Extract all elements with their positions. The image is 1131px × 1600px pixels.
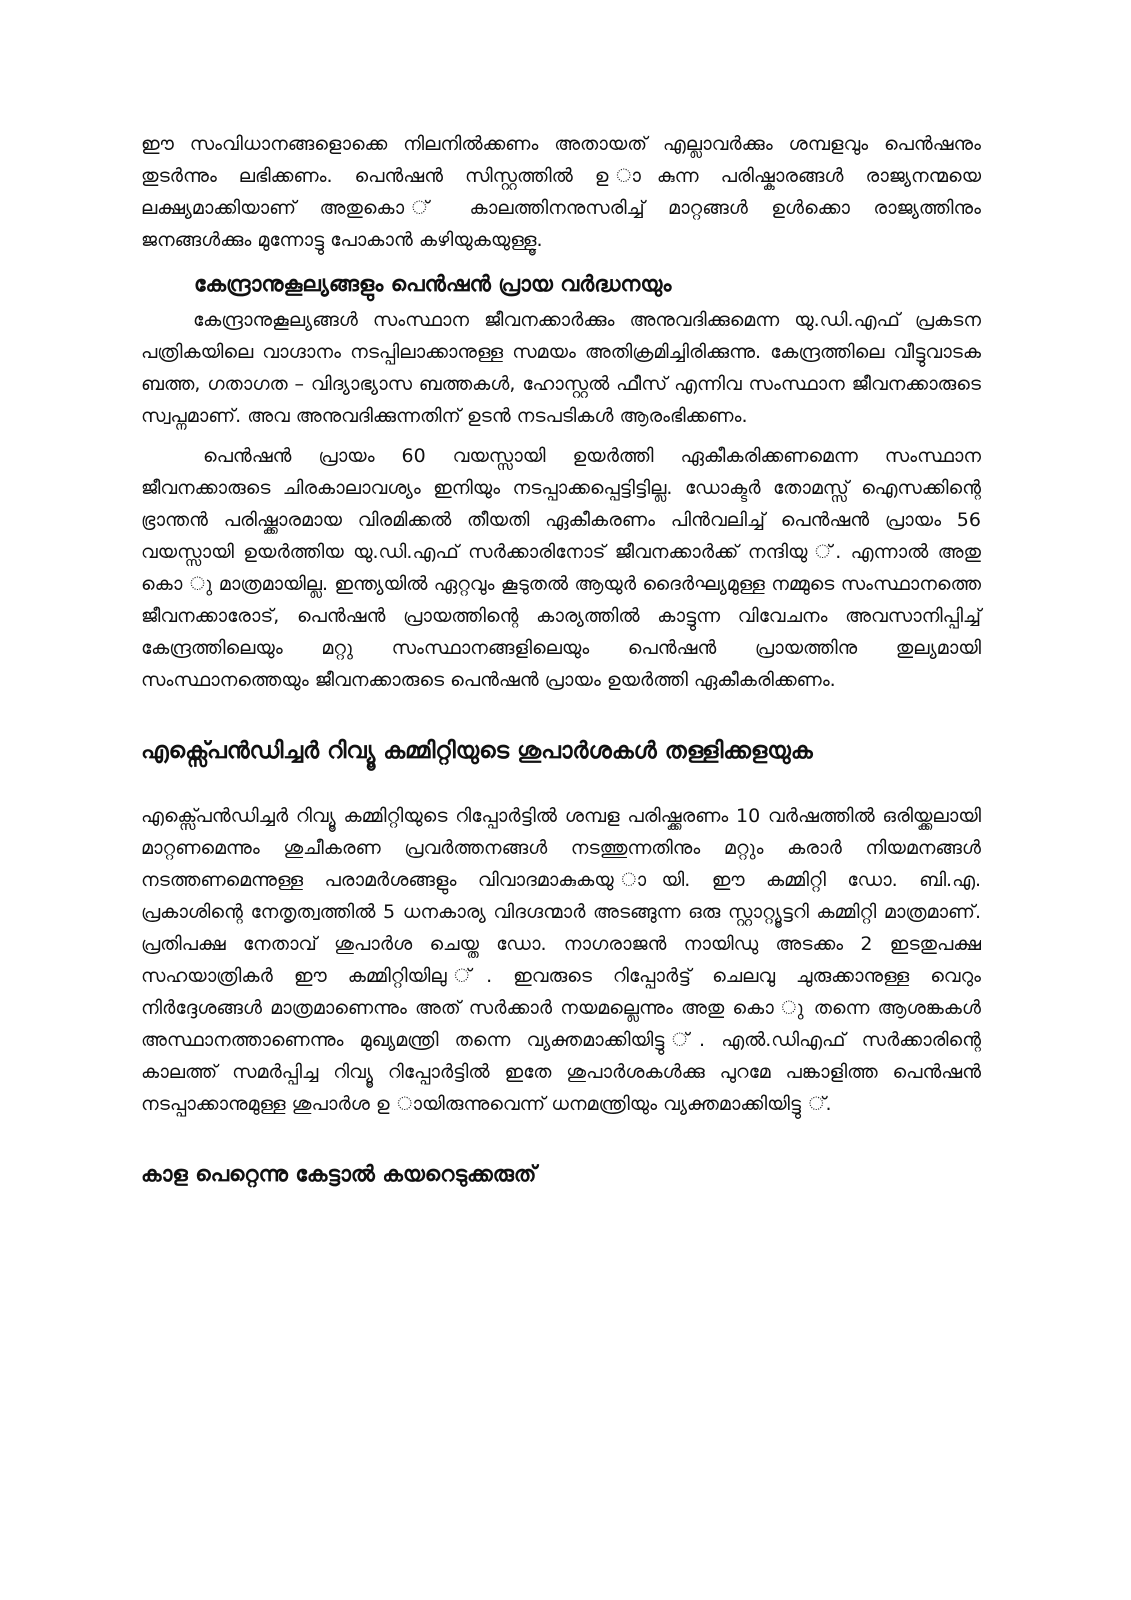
pension-age-paragraph: പെൻഷൻ പ്രായം 60 വയസ്സായി ഉയർത്തി ഏകീകരിക്കണമെന്ന സംസ്ഥാന ജീവനക്കാരുടെ ചിരകാലാവശ്യം ഇനിയും നടപ്പാക്കപ്പെട്ടിട്ടില്ല. ഡോക്ടർ തോമസ്സ് ഐസക്കിന്റെ ഭ്രാന്തൻ പരിഷ്ക്കാരമായ വിരമിക്കൽ തീയതി ഏകീകരണം പിൻവലിച്ച് പെൻഷൻ പ്രായം 56 വയസ്സായി ഉയർത്തിയ യു.ഡി.എഫ് സർക്കാരിനോട് ജീവനക്കാർക്ക് നന്ദിയു ്. എന്നാൽ അതു കൊ ു മാത്രമായില്ല. ഇന്ത്യയിൽ ഏറ്റവും കൂടുതൽ ആയുർ ദൈർഘ്യമുള്ള നമ്മുടെ സംസ്ഥാനത്തെ ജീവനക്കാരോട്, പെൻഷൻ പ്രായത്തിന്റെ കാര്യത്തിൽ കാട്ടുന്ന വിവേചനം അവസാനിപ്പിച്ച് കേന്ദ്രത്തിലെയും മറ്റു സംസ്ഥാനങ്ങളിലെയും പെൻഷൻ പ്രായത്തിനു തുല്യമായി സംസ്ഥാനത്തെയും ജീവനക്കാരുടെ പെൻഷൻ പ്രായം ഉയർത്തി ഏകീകരിക്കണം. [141,445,981,691]
expenditure-review-paragraph: എക്സ്പെൻഡിച്ചർ റിവ്യൂ കമ്മിറ്റിയുടെ റിപ്പോർട്ടിൽ ശമ്പള പരിഷ്ക്കരണം 10 വർഷത്തിൽ ഒരിയ്ക്കലായി മാറ്റണമെന്നും ശുചീകരണ പ്രവർത്തനങ്ങൾ നടത്തുന്നതിനും മറ്റും കരാർ നിയമനങ്ങൾ നടത്തണമെന്നുള്ള പരാമർശങ്ങളും വിവാദമാകുകയു ായി. ഈ കമ്മിറ്റി ഡോ. ബി.എ. പ്രകാശിന്റെ നേതൃത്വത്തിൽ 5 ധനകാര്യ വിദഗ്ദന്മാർ അടങ്ങുന്ന ഒരു സ്റ്റാറ്റ്യൂട്ടറി കമ്മിറ്റി മാത്രമാണ്. പ്രതിപക്ഷ നേതാവ് ശുപാർശ ചെയ്ത ഡോ. നാഗരാജൻ നായിഡു അടക്കം 2 ഇടതുപക്ഷ സഹയാത്രികർ ഈ കമ്മിറ്റിയിലു ്. ഇവരുടെ റിപ്പോർട്ട് ചെലവു ചുരുക്കാനുള്ള വെറും നിർദ്ദേശങ്ങൾ മാത്രമാണെന്നും അത് സർക്കാർ നയമല്ലെന്നും അതു കൊ ു തന്നെ ആശങ്കകൾ അസ്ഥാനത്താണെന്നും മുഖ്യമന്ത്രി തന്നെ വ്യക്തമാക്കിയിട്ടു ്. എൽ.ഡിഎഫ് സർക്കാരിന്റെ കാലത്ത് സമർപ്പിച്ച റിവ്യൂ റിപ്പോർട്ടിൽ ഇതേ ശുപാർശകൾക്കു പുറമേ പങ്കാളിത്ത പെൻഷൻ നടപ്പാക്കാനുമുള്ള ശുപാർശ ഉ ായിരുന്നുവെന്ന് ധനമന്ത്രിയും വ്യക്തമാക്കിയിട്ടു ്. [141,805,981,1115]
central-benefits-paragraph: കേന്ദ്രാനുകൂല്യങ്ങൾ സംസ്ഥാന ജീവനക്കാർക്കും അനുവദിക്കുമെന്ന യു.ഡി.എഫ് പ്രകടന പത്രികയിലെ വാഗ്ദാനം നടപ്പിലാക്കാനുള്ള സമയം അതിക്രമിച്ചിരിക്കുന്നു. കേന്ദ്രത്തിലെ വീട്ടുവാടക ബത്ത, ഗതാഗത – വിദ്യാഭ്യാസ ബത്തകൾ, ഹോസ്റ്റൽ ഫീസ് എന്നിവ സംസ്ഥാന ജീവനക്കാരുടെ സ്വപ്നമാണ്. അവ അനുവദിക്കുന്നതിന് ഉടൻ നടപടികൾ ആരംഭിക്കണം. [141,309,981,427]
section-heading-expenditure-review: എക്സ്പെൻഡിച്ചർ റിവ്യൂ കമ്മിറ്റിയുടെ ശുപാർശകൾ തള്ളിക്കളയുക [141,738,813,764]
section-heading-closing: കാള പെറ്റെന്നു കേട്ടാൽ കയറെടുക്കരുത് [141,1162,537,1187]
section-heading-central-benefits: കേന്ദ്രാനുകൂല്യങ്ങളും പെൻഷൻ പ്രായ വർദ്ധനയും [194,272,672,297]
intro-paragraph: ഈ സംവിധാനങ്ങളൊക്കെ നിലനിൽക്കണം അതായത് എല്ലാവർക്കും ശമ്പളവും പെൻഷനും തുടർന്നും ലഭിക്കണം. പെൻഷൻ സിസ്റ്റത്തിൽ ഉ ാകുന്ന പരിഷ്കാരങ്ങൾ രാജ്യനന്മയെ ലക്ഷ്യമാക്കിയാണ് അതുകൊ ് കാലത്തിനനുസരിച്ച് മാറ്റങ്ങൾ ഉൾക്കൊ രാജ്യത്തിനും ജനങ്ങൾക്കും മുന്നോട്ടു പോകാൻ കഴിയുകയുള്ളൂ. [141,133,981,251]
